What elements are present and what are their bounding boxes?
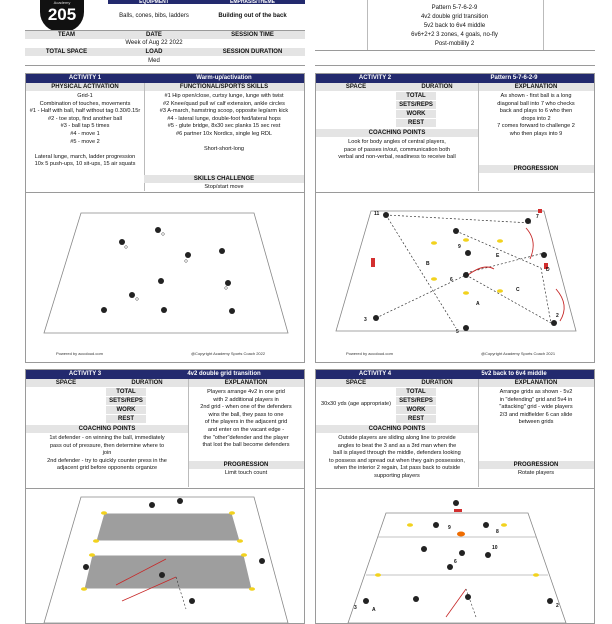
grid-bottom [84, 555, 252, 589]
powered-by-text: Powered by accoloud.com [346, 351, 393, 356]
progression-label: PROGRESSION [188, 461, 304, 469]
date-value: Week of Aug 22 2022 [125, 40, 183, 46]
powered-by-text: Powered by accoloud.com [56, 351, 103, 356]
activity2-panel [315, 73, 595, 363]
work-label: WORK [396, 110, 436, 118]
goal-marker-icon [454, 509, 462, 512]
total-space-label: TOTAL SPACE [25, 48, 108, 56]
diagram-label: E [496, 253, 500, 259]
rest-label: REST [396, 119, 436, 127]
activity2-name: Pattern 5-7-6-2-9 [434, 74, 594, 83]
duration-label: DURATION [396, 379, 478, 387]
session-line: 5v2 back to 6v4 middle [423, 23, 486, 29]
pitch-outline [44, 213, 288, 333]
load-label: LOAD [108, 48, 200, 56]
diagram-label: D [546, 267, 550, 273]
duration-label: DURATION [396, 83, 478, 91]
copyright-text: @Copyright Academy Sports Coach 2021 [481, 351, 556, 356]
diagram-label: C [516, 287, 520, 293]
load-value: Med [148, 58, 160, 64]
explanation-text: Players arrange 4v2 in one grid with 2 additional players in 2nd grid - when one of the defenders wins the ball, they pass to one of the players in the adjacent grid and enter on the vacant edge - the "other"defender and the player that lost the ball become defenders [200, 389, 292, 449]
work-label: WORK [396, 406, 436, 414]
rest-label: REST [106, 415, 146, 423]
explanation-text: Arrange grids as shown - 5v2 in "defending" grid and 5v4 in "attacking" grid - wide players 2/3 and midfielder 6 can slide between grids [499, 389, 573, 426]
physical-text: Grid-1 Combination of touches, movements #1 - Half with ball, half without tag 0.30/0.15r #2 - toe stop, find another ball #3 - ball tap 5 times #4 - move 1 #5 - move 2 Lateral lunge, march, ladder progression 10x 5 push-ups, 10 sit-ups, 15 air squats [29, 93, 141, 168]
functional-header: FUNCTIONAL/SPORTS SKILLS [144, 83, 304, 91]
total-label: TOTAL [106, 388, 146, 396]
activity3-title: ACTIVITY 3 [26, 370, 144, 379]
diagram-label: 2 [556, 603, 559, 609]
ball-icon [457, 532, 465, 537]
physical-header: PHYSICAL ACTIVATION [26, 83, 144, 91]
activity3-name: 4v2 double grid transition [144, 370, 304, 379]
equipment-header: EQUIPMENT [108, 0, 200, 4]
activity4-panel [315, 369, 595, 624]
coaching-text: 1st defender - on winning the ball, immediately pass out of pressure, then determine where to join 2nd defender - try to quickly counter press in the adjacent grid before opponents organize [47, 435, 167, 472]
functional-text: #1 Hip open/close, curtsy lunge, lunge with twist #2 Knee/quad pull w/ calf extension, ankle circles #3 A-march, hamstring scoop, opposite leg/arm kick #4 - lateral lunge, double-foot fwd/lateral hops #5 - glute bridge, 8x30 sec planks 15 sec rest #6 partner 10x Nordics, single leg RDL Short-short-long [159, 93, 289, 153]
pitch-outline [348, 513, 566, 623]
coaching-text: Look for body angles of central players, pace of passes in/out, communication both verbal and non-verbal, readiness to receive ball [338, 139, 456, 161]
activity3-diagram [26, 489, 304, 623]
session-line: 4v2 double grid transition [420, 14, 489, 20]
diagram-label: 3 [354, 605, 357, 611]
diagram-label: 7 [536, 214, 539, 220]
diagram-label: 9 [448, 525, 451, 531]
activity2-title: ACTIVITY 2 [316, 74, 434, 83]
diagram-label: 5 [456, 329, 459, 335]
total-label: TOTAL [396, 388, 436, 396]
theme-value: Building out of the back [218, 13, 287, 19]
diagram-label: 6 [450, 277, 453, 283]
diagram-label: 6 [454, 559, 457, 565]
coaching-text: Outside players are sliding along line to provide angles to beat the 3 and as a 3rd man when the ball is played through the middle, defenders looking to possess and spread out when they gain possession, when the interior 2 regain, 1st pass back to outside supporting players [329, 435, 465, 479]
date-label: DATE [108, 31, 200, 39]
activity4-name: 5v2 back to 6v4 middle [434, 370, 594, 379]
progression-value: Limit touch count [224, 470, 268, 476]
top-left-table [25, 0, 305, 66]
explanation-label: EXPLANATION [478, 379, 594, 387]
diagram-label: 11 [374, 211, 380, 217]
diagram-label: 8 [496, 529, 499, 535]
sets-label: SETS/REPS [396, 101, 436, 109]
session-time-label: SESSION TIME [200, 31, 305, 39]
duration-label: DURATION [106, 379, 188, 387]
session-line: 6v6+2+2 3 zones, 4 goals, no-fly [411, 32, 498, 38]
top-right-list [315, 0, 595, 66]
total-label: TOTAL [396, 92, 436, 100]
activity1-title: ACTIVITY 1 [26, 74, 144, 83]
progression-value: Rotate players [517, 470, 555, 476]
space-label: SPACE [316, 379, 396, 387]
activity1-panel [25, 73, 305, 363]
rest-label: REST [396, 415, 436, 423]
diagram-label: A [372, 607, 376, 613]
space-label: SPACE [316, 83, 396, 91]
coaching-label: COACHING POINTS [316, 425, 478, 433]
team-label: TEAM [25, 31, 108, 39]
logo-number: 205 [47, 5, 77, 24]
diagram-label: 3 [364, 317, 367, 323]
explanation-label: EXPLANATION [478, 83, 594, 91]
skills-header: SKILLS CHALLENGE [144, 175, 304, 183]
progression-label: PROGRESSION [478, 165, 594, 173]
explanation-label: EXPLANATION [188, 379, 304, 387]
explanation-text: As shown - first ball is a long diagonal ball into 7 who checks back and plays to 6 who then drops into 2 7 comes forward to challenge 2 who then plays into 9 [497, 93, 575, 137]
space-value: 30x30 yds (age appropriate) [321, 401, 391, 407]
session-line: Pattern 5-7-6-2-9 [431, 5, 478, 11]
skills-value: Stop/start move [204, 184, 244, 190]
diagram-label: 10 [492, 545, 498, 551]
activity1-diagram [26, 193, 304, 361]
work-label: WORK [106, 406, 146, 414]
theme-header: EMPHASIS/THEME [200, 0, 305, 4]
sets-label: SETS/REPS [396, 397, 436, 405]
equipment-value: Balls, cones, bibs, ladders [119, 13, 189, 19]
activity4-title: ACTIVITY 4 [316, 370, 434, 379]
copyright-text: @Copyright Academy Sports Coach 2022 [191, 351, 266, 356]
progression-label: PROGRESSION [478, 461, 594, 469]
coaching-label: COACHING POINTS [316, 129, 478, 137]
diagram-label: 2 [556, 313, 559, 319]
activity1-name: Warm-up/activation [144, 74, 304, 83]
diagram-label: A [476, 301, 480, 307]
activity4-diagram [316, 489, 594, 623]
logo-tagline: Academy [53, 0, 71, 5]
grid-top [96, 513, 240, 541]
activity3-panel [25, 369, 305, 624]
sets-label: SETS/REPS [106, 397, 146, 405]
diagram-label: 9 [458, 244, 461, 250]
session-line: Post-mobility 2 [434, 41, 475, 47]
activity2-diagram [316, 193, 594, 361]
coaching-label: COACHING POINTS [26, 425, 188, 433]
session-duration-label: SESSION DURATION [200, 48, 305, 56]
diagram-label: B [426, 261, 430, 267]
space-label: SPACE [26, 379, 106, 387]
